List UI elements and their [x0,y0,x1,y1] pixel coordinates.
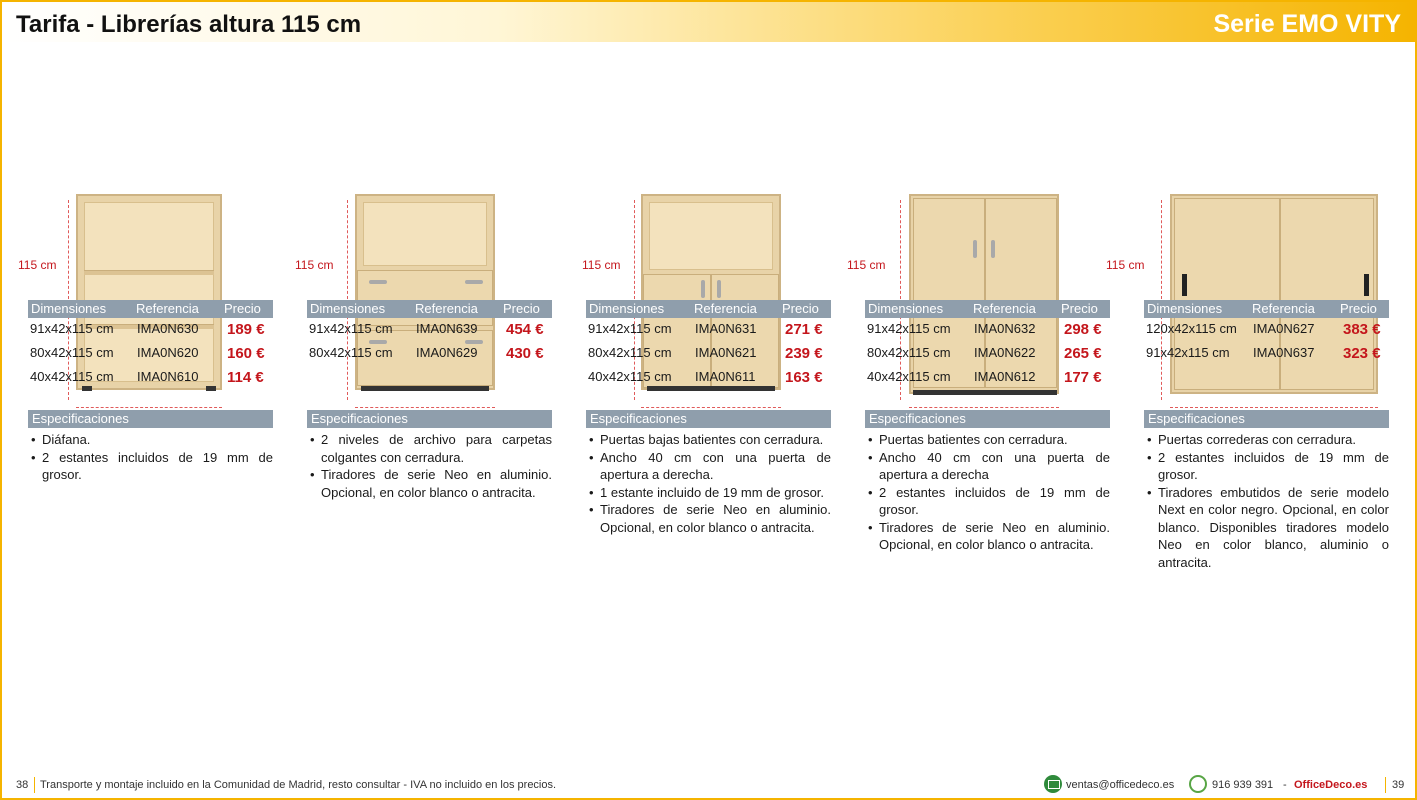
table-row [28,342,273,366]
width-dimension-line [909,407,1059,408]
column-header-precio: Precio [1340,301,1377,316]
contact-phone[interactable]: 916 939 391 [1212,779,1274,791]
cell-dimension: 40x42x115 cm [867,369,951,384]
table-row [28,366,273,390]
spec-item: • Puertas batientes con cerradura. [865,431,1110,449]
spec-item: • 1 estante incluido de 19 mm de grosor. [586,484,831,502]
spec-item: • Ancho 40 cm con una puerta de apertura a derecha [865,449,1110,484]
spec-item: • Tiradores de serie Neo en aluminio. Opcional, en color blanco o antracita. [307,466,552,501]
spec-item: • 2 estantes incluidos de 19 mm de grosor. [28,449,273,484]
table-header [1144,300,1389,318]
column-header-referencia: Referencia [1252,301,1315,316]
cell-dimension: 80x42x115 cm [30,345,114,360]
price-table [865,300,1110,390]
cell-dimension: 80x42x115 cm [588,345,672,360]
table-row [865,318,1110,342]
spec-item: • 2 estantes incluidos de 19 mm de grosor. [865,484,1110,519]
price-table [586,300,831,390]
height-label: 115 cm [847,258,886,272]
cell-dimension: 91x42x115 cm [588,321,672,336]
column-header-dimensiones: Dimensiones [589,301,665,316]
contact-email[interactable]: ventas@officedeco.es [1066,779,1175,791]
specifications-header: Especificaciones [307,410,552,428]
column-header-dimensiones: Dimensiones [1147,301,1223,316]
price-table [307,300,552,366]
width-dimension-line [1170,407,1378,408]
table-row [307,318,552,342]
price-table [28,300,273,390]
series-title: Serie EMO VITY [1213,10,1401,38]
table-header [865,300,1110,318]
spec-item: • Puertas bajas batientes con cerradura. [586,431,831,449]
column-header-precio: Precio [1061,301,1098,316]
cell-reference: IMA0N629 [416,345,478,360]
table-row [586,342,831,366]
cell-dimension: 120x42x115 cm [1146,321,1237,336]
cell-price: 271 € [785,321,823,338]
cell-dimension: 80x42x115 cm [867,345,951,360]
cell-price: 189 € [227,321,265,338]
cell-price: 239 € [785,345,823,362]
column-header-referencia: Referencia [694,301,757,316]
column-header-dimensiones: Dimensiones [868,301,944,316]
height-label: 115 cm [582,258,621,272]
cell-price: 163 € [785,369,823,386]
table-row [586,318,831,342]
cell-reference: IMA0N621 [695,345,757,360]
spec-list [1144,428,1389,571]
spec-list [865,428,1110,554]
cell-price: 430 € [506,345,544,362]
height-label: 115 cm [18,258,57,272]
cell-reference: IMA0N631 [695,321,757,336]
cell-dimension: 80x42x115 cm [309,345,393,360]
spec-item: • Tiradores embutidos de serie modelo Next en color negro. Opcional, en color blanco. Disponibles tiradores modelo Neo en color blanco, aluminio o antracita. [1144,484,1389,572]
table-row [586,366,831,390]
specifications-header: Especificaciones [1144,410,1389,428]
spec-item: • Ancho 40 cm con una puerta de apertura a derecha. [586,449,831,484]
height-label: 115 cm [295,258,334,272]
cell-price: 323 € [1343,345,1381,362]
footer-divider [34,777,35,793]
width-dimension-line [76,407,222,408]
column-header-dimensiones: Dimensiones [31,301,107,316]
spec-item: • Diáfana. [28,431,273,449]
cell-dimension: 91x42x115 cm [1146,345,1230,360]
spec-item: • 2 estantes incluidos de 19 mm de grosor. [1144,449,1389,484]
cell-dimension: 91x42x115 cm [309,321,393,336]
footer-separator: - [1283,779,1287,791]
spec-list [307,428,552,501]
footer-divider [1385,777,1386,793]
specifications-header: Especificaciones [28,410,273,428]
specifications [28,410,273,484]
cell-price: 114 € [227,369,264,386]
spec-item: • Puertas correderas con cerradura. [1144,431,1389,449]
footer-note: Transporte y montaje incluido en la Comunidad de Madrid, resto consultar - IVA no incluido en los precios. [40,779,557,791]
column-header-referencia: Referencia [415,301,478,316]
cell-price: 298 € [1064,321,1102,338]
specifications [307,410,552,501]
table-row [28,318,273,342]
page-number-left: 38 [16,779,29,791]
phone-icon [1189,775,1207,793]
column-header-precio: Precio [224,301,261,316]
price-table [1144,300,1389,366]
specifications [865,410,1110,554]
page-header [2,2,1415,42]
spec-item: • 2 niveles de archivo para carpetas colgantes con cerradura. [307,431,552,466]
page-title: Tarifa - Librerías altura 115 cm [16,11,362,38]
cell-reference: IMA0N639 [416,321,478,336]
width-dimension-line [641,407,781,408]
cell-reference: IMA0N627 [1253,321,1315,336]
cell-price: 177 € [1064,369,1102,386]
spec-list [586,428,831,536]
table-row [865,366,1110,390]
page-footer [2,774,1415,798]
column-header-precio: Precio [503,301,540,316]
cell-reference: IMA0N632 [974,321,1036,336]
table-row [1144,318,1389,342]
column-header-dimensiones: Dimensiones [310,301,386,316]
table-row [865,342,1110,366]
table-header [28,300,273,318]
column-header-precio: Precio [782,301,819,316]
column-header-referencia: Referencia [973,301,1036,316]
cell-dimension: 91x42x115 cm [30,321,114,336]
height-label: 115 cm [1106,258,1145,272]
column-header-referencia: Referencia [136,301,199,316]
table-header [307,300,552,318]
brand-link[interactable]: OfficeDeco.es [1294,779,1368,791]
cell-reference: IMA0N630 [137,321,199,336]
cell-reference: IMA0N637 [1253,345,1315,360]
specifications-header: Especificaciones [865,410,1110,428]
width-dimension-line [355,407,495,408]
email-icon [1044,775,1062,793]
cell-price: 265 € [1064,345,1102,362]
table-row [307,342,552,366]
specifications [1144,410,1389,571]
specifications-header: Especificaciones [586,410,831,428]
page-number-right: 39 [1392,779,1405,791]
cell-price: 383 € [1343,321,1381,338]
cell-price: 160 € [227,345,265,362]
cell-price: 454 € [506,321,544,338]
cell-reference: IMA0N612 [974,369,1036,384]
spec-list [28,428,273,484]
table-row [1144,342,1389,366]
cell-dimension: 40x42x115 cm [30,369,114,384]
spec-item: • Tiradores de serie Neo en aluminio. Opcional, en color blanco o antracita. [586,501,831,536]
cell-reference: IMA0N610 [137,369,199,384]
specifications [586,410,831,536]
table-header [586,300,831,318]
cell-dimension: 40x42x115 cm [588,369,672,384]
cell-dimension: 91x42x115 cm [867,321,951,336]
cell-reference: IMA0N620 [137,345,199,360]
spec-item: • Tiradores de serie Neo en aluminio. Opcional, en color blanco o antracita. [865,519,1110,554]
cell-reference: IMA0N622 [974,345,1036,360]
cell-reference: IMA0N611 [695,369,756,384]
